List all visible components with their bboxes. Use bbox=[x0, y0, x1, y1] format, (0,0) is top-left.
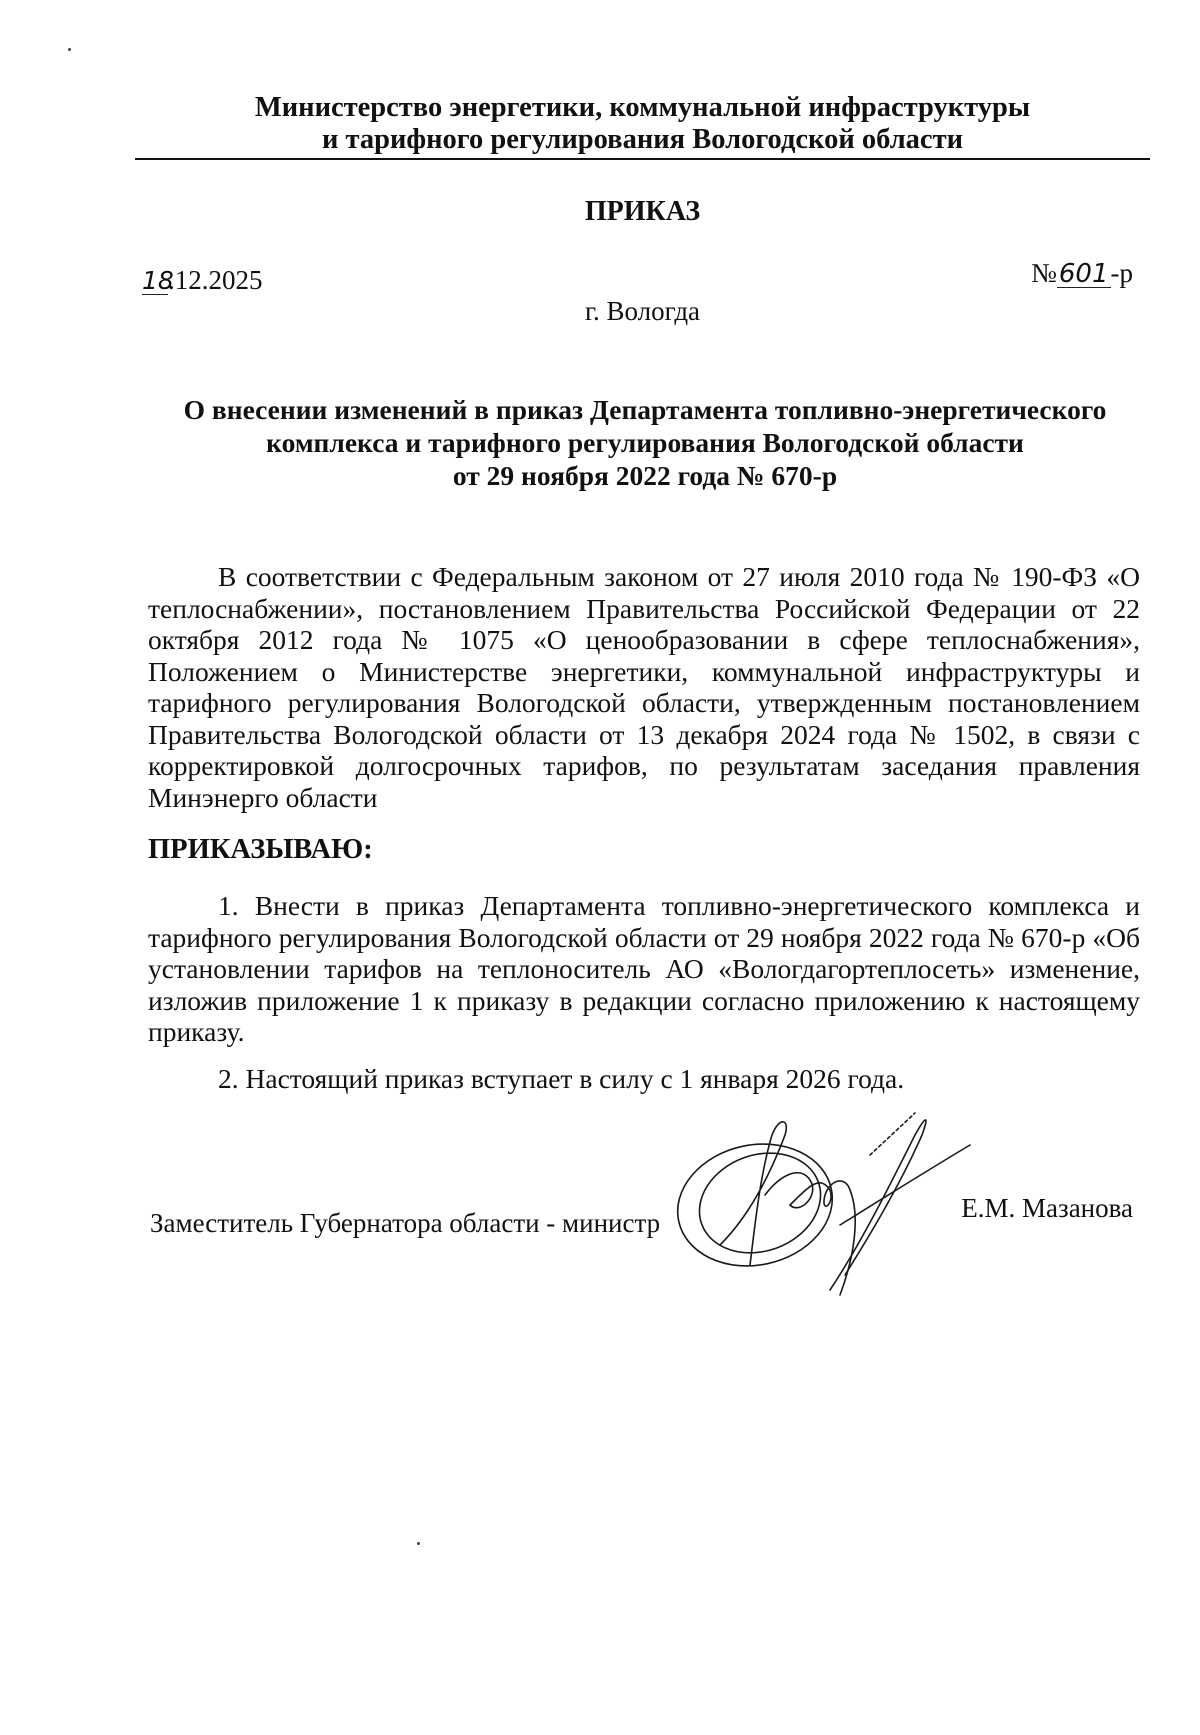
signatory-name: Е.М. Мазанова bbox=[961, 1193, 1133, 1223]
number-prefix: № bbox=[1031, 258, 1057, 288]
number-suffix: -р bbox=[1110, 258, 1133, 288]
subject-line2: комплекса и тарифного регулирования Вологодской области bbox=[266, 427, 1024, 458]
order-number bbox=[1031, 258, 1133, 289]
order-item-1: 1. Внести в приказ Департамента топливно-энергетического комплекса и тарифного регулирования Вологодской области от 29 ноября 2022 года № 670-р «Об установлении тарифов на теплоноситель АО «Вологдагортеплосеть» изменение, изложив приложение 1 к приказу в редакции согласно приложению к настоящему приказу. bbox=[148, 890, 1140, 1047]
order-date bbox=[142, 265, 263, 296]
scan-speck bbox=[417, 1542, 420, 1545]
order-item-2: 2. Настоящий приказ вступает в силу с 1 января 2026 года. bbox=[218, 1063, 905, 1094]
subject-line3: от 29 ноября 2022 года № 670-р bbox=[452, 460, 838, 491]
preamble-paragraph: В соответствии с Федеральным законом от 27 июля 2010 года № 190-ФЗ «О теплоснабжении», постановлением Правительства Российской Федерации от 22 октября 2012 года № 1075 «О ценообразовании в сфере теплоснабжения», Положением о Министерстве энергетики, коммунальной инфраструктуры и тарифного регулирования Вологодской области, утвержденным постановлением Правительства Вологодской области от 13 декабря 2024 года № 1502, в связи с корректировкой долгосрочных тарифов, по результатам заседания правления Минэнерго области bbox=[148, 561, 1140, 813]
date-rest: .12.2025 bbox=[168, 265, 263, 295]
order-subject bbox=[140, 393, 1150, 492]
scan-speck bbox=[68, 48, 71, 51]
document-type: ПРИКАЗ bbox=[584, 196, 701, 227]
ministry-header-line2: и тарифного регулирования Вологодской области bbox=[321, 124, 963, 155]
ministry-header-line1: Министерство энергетики, коммунальной инфраструктуры bbox=[254, 92, 1031, 123]
order-word: ПРИКАЗЫВАЮ: bbox=[148, 834, 373, 865]
signatory-position: Заместитель Губернатора области - министр bbox=[150, 1208, 661, 1238]
city: г. Вологда bbox=[584, 296, 701, 326]
handwritten-signature bbox=[660, 1095, 990, 1300]
subject-line1: О внесении изменений в приказ Департамента топливно-энергетического bbox=[183, 394, 1107, 425]
ministry-header bbox=[135, 92, 1150, 156]
handwritten-number: 601 bbox=[1058, 259, 1109, 289]
handwritten-day: 18 bbox=[142, 266, 174, 295]
header-divider bbox=[135, 158, 1150, 160]
